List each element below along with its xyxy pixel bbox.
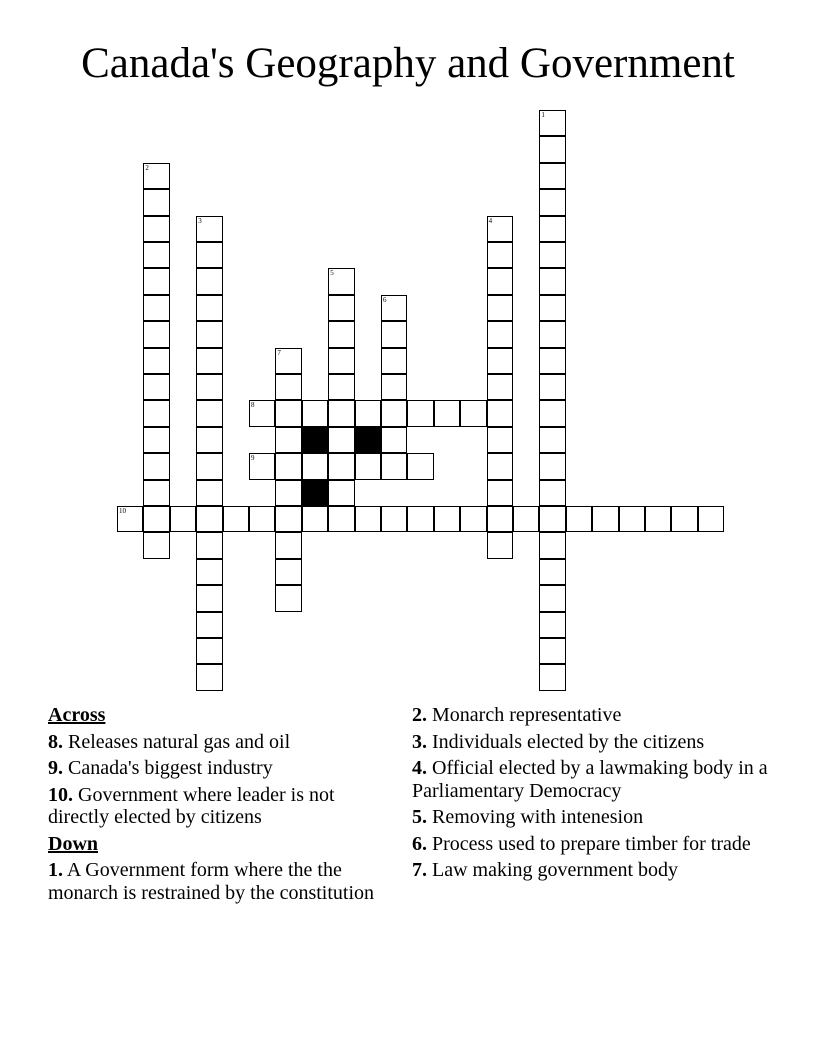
grid-cell[interactable] bbox=[381, 453, 407, 479]
clue-across-8 bbox=[48, 731, 378, 754]
clue-down-2 bbox=[412, 704, 772, 727]
grid-cell[interactable] bbox=[381, 400, 407, 426]
grid-cell[interactable] bbox=[143, 506, 169, 532]
grid-cell[interactable] bbox=[487, 268, 513, 294]
grid-cell[interactable] bbox=[539, 163, 565, 189]
cell-number: 4 bbox=[488, 216, 493, 225]
grid-cell[interactable] bbox=[513, 506, 539, 532]
grid-cell[interactable] bbox=[328, 427, 354, 453]
grid-cell[interactable] bbox=[275, 532, 301, 558]
grid-cell[interactable] bbox=[143, 242, 169, 268]
grid-cell[interactable] bbox=[143, 295, 169, 321]
grid-cell[interactable] bbox=[539, 110, 565, 136]
grid-cell[interactable] bbox=[328, 480, 354, 506]
grid-cell[interactable] bbox=[170, 506, 196, 532]
clue-number: 1. bbox=[48, 859, 63, 881]
clue-number: 10. bbox=[48, 783, 73, 806]
grid-cell[interactable] bbox=[487, 453, 513, 479]
clue-down-4 bbox=[412, 757, 772, 802]
grid-cell[interactable] bbox=[275, 374, 301, 400]
grid-cell[interactable] bbox=[407, 506, 433, 532]
grid-cell[interactable] bbox=[487, 427, 513, 453]
grid-cell[interactable] bbox=[539, 189, 565, 215]
grid-cell[interactable] bbox=[539, 612, 565, 638]
clue-text: Law making government body bbox=[432, 859, 679, 881]
grid-cell[interactable] bbox=[328, 374, 354, 400]
grid-cell[interactable] bbox=[223, 506, 249, 532]
grid-cell[interactable] bbox=[487, 532, 513, 558]
grid-cell[interactable] bbox=[407, 453, 433, 479]
clue-number: 8. bbox=[48, 730, 63, 753]
grid-cell[interactable] bbox=[487, 374, 513, 400]
blocked-cell bbox=[302, 427, 328, 453]
grid-cell[interactable] bbox=[539, 559, 565, 585]
grid-cell[interactable] bbox=[196, 506, 222, 532]
clue-number: 7. bbox=[412, 859, 427, 881]
grid-cell[interactable] bbox=[460, 506, 486, 532]
grid-cell[interactable] bbox=[328, 321, 354, 347]
grid-cell[interactable] bbox=[275, 480, 301, 506]
clue-across-10 bbox=[48, 784, 378, 829]
grid-cell[interactable] bbox=[487, 400, 513, 426]
clue-text: Removing with intenesion bbox=[432, 806, 644, 828]
grid-cell[interactable] bbox=[407, 400, 433, 426]
blocked-cell bbox=[355, 427, 381, 453]
cell-number: 3 bbox=[198, 216, 202, 225]
grid-cell[interactable] bbox=[434, 506, 460, 532]
grid-cell[interactable] bbox=[302, 453, 328, 479]
grid-cell[interactable] bbox=[117, 506, 143, 532]
clue-text: A Government form where the the monarch is restrained by the constitution bbox=[48, 859, 375, 904]
grid-cell[interactable] bbox=[381, 374, 407, 400]
clue-down-7 bbox=[412, 859, 772, 882]
grid-cell[interactable] bbox=[196, 532, 222, 558]
grid-cell[interactable] bbox=[143, 532, 169, 558]
grid-cell[interactable] bbox=[249, 400, 275, 426]
grid-cell[interactable] bbox=[275, 585, 301, 611]
grid-cell[interactable] bbox=[539, 242, 565, 268]
grid-cell[interactable] bbox=[275, 427, 301, 453]
blocked-cell bbox=[302, 480, 328, 506]
cell-number: 7 bbox=[277, 348, 281, 357]
clue-number: 5. bbox=[412, 806, 427, 828]
grid-cell[interactable] bbox=[539, 585, 565, 611]
grid-cell[interactable] bbox=[196, 638, 222, 664]
grid-cell[interactable] bbox=[275, 453, 301, 479]
grid-cell[interactable] bbox=[381, 427, 407, 453]
grid-cell[interactable] bbox=[487, 480, 513, 506]
grid-cell[interactable] bbox=[249, 453, 275, 479]
grid-cell[interactable] bbox=[249, 506, 275, 532]
clue-text: Canada's biggest industry bbox=[68, 757, 273, 779]
grid-cell[interactable] bbox=[355, 400, 381, 426]
clues-right-column bbox=[412, 704, 772, 886]
grid-cell[interactable] bbox=[196, 664, 222, 690]
grid-cell[interactable] bbox=[328, 453, 354, 479]
grid-cell[interactable] bbox=[328, 506, 354, 532]
grid-cell[interactable] bbox=[143, 163, 169, 189]
grid-cell[interactable] bbox=[487, 348, 513, 374]
clue-down-3 bbox=[412, 731, 772, 754]
cell-number: 6 bbox=[383, 295, 387, 304]
grid-cell[interactable] bbox=[143, 268, 169, 294]
page-title: Canada's Geography and Government bbox=[81, 40, 735, 87]
clue-text: Releases natural gas and oil bbox=[68, 730, 291, 753]
clue-number: 6. bbox=[412, 832, 427, 855]
grid-cell[interactable] bbox=[275, 559, 301, 585]
grid-cell[interactable] bbox=[196, 268, 222, 294]
grid-cell[interactable] bbox=[539, 506, 565, 532]
grid-cell[interactable] bbox=[381, 348, 407, 374]
grid-cell[interactable] bbox=[196, 242, 222, 268]
grid-cell[interactable] bbox=[592, 506, 618, 532]
down-heading: Down bbox=[48, 832, 99, 855]
grid-cell[interactable] bbox=[196, 480, 222, 506]
grid-cell[interactable] bbox=[539, 664, 565, 690]
cell-number: 9 bbox=[251, 454, 255, 463]
grid-cell[interactable] bbox=[196, 612, 222, 638]
grid-cell[interactable] bbox=[566, 506, 592, 532]
grid-cell[interactable] bbox=[619, 506, 645, 532]
grid-cell[interactable] bbox=[487, 242, 513, 268]
grid-cell[interactable] bbox=[302, 506, 328, 532]
cell-number: 10 bbox=[119, 507, 126, 515]
cell-number: 8 bbox=[251, 401, 255, 410]
grid-cell[interactable] bbox=[196, 321, 222, 347]
grid-cell[interactable] bbox=[196, 427, 222, 453]
grid-cell[interactable] bbox=[328, 268, 354, 294]
grid-cell[interactable] bbox=[487, 321, 513, 347]
cell-number: 1 bbox=[541, 111, 545, 119]
clue-text: Process used to prepare timber for trade bbox=[432, 832, 751, 855]
clue-number: 4. bbox=[412, 757, 427, 779]
grid-cell[interactable] bbox=[196, 559, 222, 585]
grid-cell[interactable] bbox=[143, 321, 169, 347]
clues-left-column bbox=[48, 704, 378, 908]
grid-cell[interactable] bbox=[196, 374, 222, 400]
grid-cell[interactable] bbox=[539, 321, 565, 347]
grid-cell[interactable] bbox=[539, 453, 565, 479]
grid-cell[interactable] bbox=[196, 585, 222, 611]
clue-across-9 bbox=[48, 757, 378, 780]
grid-cell[interactable] bbox=[196, 453, 222, 479]
grid-cell[interactable] bbox=[143, 453, 169, 479]
grid-cell[interactable] bbox=[539, 348, 565, 374]
clue-number: 3. bbox=[412, 730, 427, 753]
clue-number: 9. bbox=[48, 757, 63, 779]
clue-text: Government where leader is not directly elected by citizens bbox=[48, 783, 335, 828]
grid-cell[interactable] bbox=[143, 374, 169, 400]
grid-cell[interactable] bbox=[302, 400, 328, 426]
grid-cell[interactable] bbox=[539, 216, 565, 242]
grid-cell[interactable] bbox=[355, 506, 381, 532]
grid-cell[interactable] bbox=[143, 480, 169, 506]
grid-cell[interactable] bbox=[196, 216, 222, 242]
clue-text: Monarch representative bbox=[432, 704, 622, 726]
grid-cell[interactable] bbox=[275, 348, 301, 374]
grid-cell[interactable] bbox=[355, 453, 381, 479]
grid-cell[interactable] bbox=[143, 348, 169, 374]
grid-cell[interactable] bbox=[143, 427, 169, 453]
grid-cell[interactable] bbox=[539, 427, 565, 453]
grid-cell[interactable] bbox=[539, 295, 565, 321]
clue-number: 2. bbox=[412, 704, 427, 726]
clue-down-6 bbox=[412, 833, 772, 856]
grid-cell[interactable] bbox=[645, 506, 671, 532]
grid-cell[interactable] bbox=[196, 348, 222, 374]
grid-cell[interactable] bbox=[196, 295, 222, 321]
grid-cell[interactable] bbox=[539, 400, 565, 426]
grid-cell[interactable] bbox=[539, 374, 565, 400]
grid-cell[interactable] bbox=[698, 506, 724, 532]
grid-cell[interactable] bbox=[381, 295, 407, 321]
grid-cell[interactable] bbox=[143, 216, 169, 242]
grid-cell[interactable] bbox=[328, 400, 354, 426]
grid-cell[interactable] bbox=[143, 400, 169, 426]
grid-cell[interactable] bbox=[539, 480, 565, 506]
grid-cell[interactable] bbox=[487, 216, 513, 242]
grid-cell[interactable] bbox=[328, 295, 354, 321]
grid-cell[interactable] bbox=[143, 189, 169, 215]
grid-cell[interactable] bbox=[539, 532, 565, 558]
grid-cell[interactable] bbox=[671, 506, 697, 532]
cell-number: 5 bbox=[330, 269, 334, 278]
grid-cell[interactable] bbox=[275, 506, 301, 532]
grid-cell[interactable] bbox=[196, 400, 222, 426]
cell-number: 2 bbox=[145, 163, 149, 172]
grid-cell[interactable] bbox=[539, 136, 565, 162]
grid-cell[interactable] bbox=[460, 400, 486, 426]
grid-cell[interactable] bbox=[275, 400, 301, 426]
grid-cell[interactable] bbox=[539, 268, 565, 294]
clue-down-1 bbox=[48, 859, 378, 904]
grid-cell[interactable] bbox=[487, 506, 513, 532]
grid-cell[interactable] bbox=[328, 348, 354, 374]
across-heading: Across bbox=[48, 704, 106, 726]
grid-cell[interactable] bbox=[381, 321, 407, 347]
clue-down-5 bbox=[412, 806, 772, 829]
grid-cell[interactable] bbox=[434, 400, 460, 426]
grid-cell[interactable] bbox=[539, 638, 565, 664]
grid-cell[interactable] bbox=[487, 295, 513, 321]
clue-text: Individuals elected by the citizens bbox=[432, 730, 705, 753]
grid-cell[interactable] bbox=[381, 506, 407, 532]
clue-text: Official elected by a lawmaking body in a Parliamentary Democracy bbox=[412, 757, 768, 802]
